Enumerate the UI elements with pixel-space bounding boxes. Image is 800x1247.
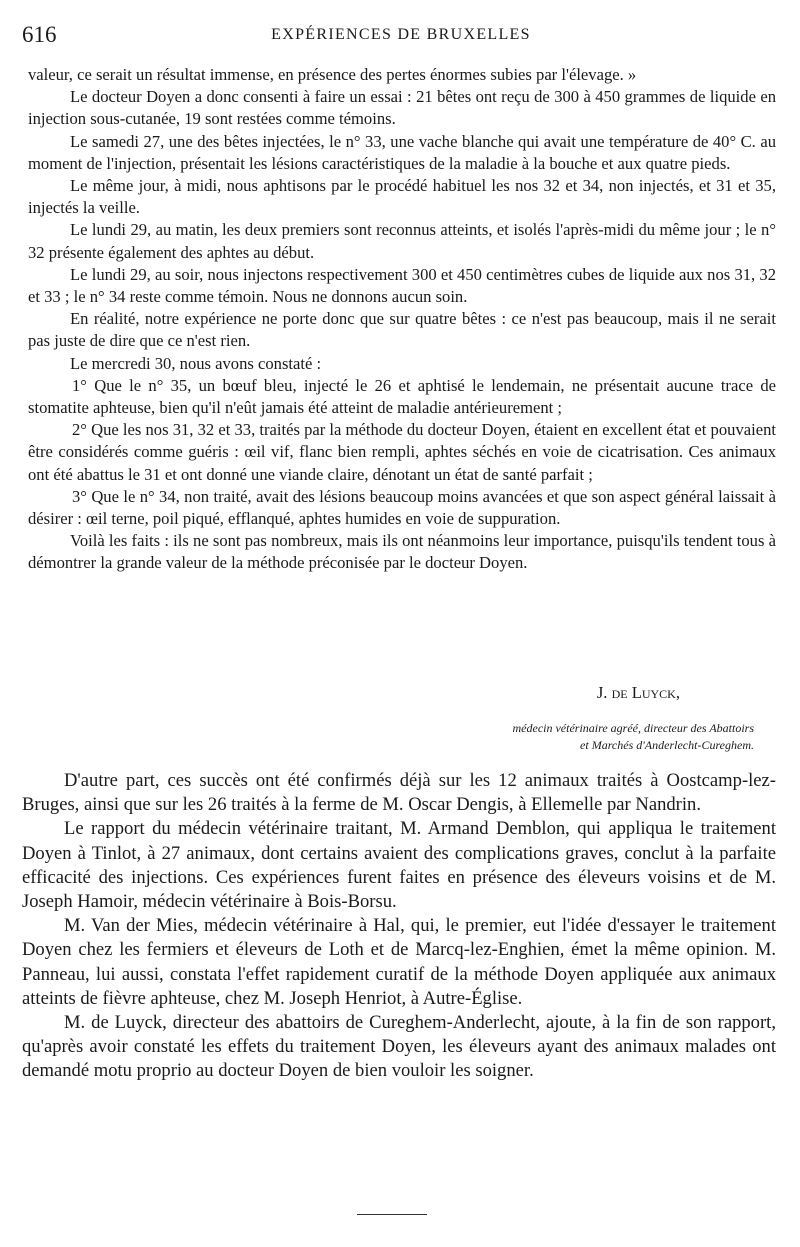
body-paragraph: M. Van der Mies, médecin vétérinaire à Hal, qui, le premier, eut l'idée d'essayer le traitement Doyen chez les fermiers et éleveurs de Loth et de Marcq-lez-Enghien, émet la même opinion. M. Panneau, lui aussi, constata l'effet rapidement curatif de la méthode Doyen appliquée aux animaux atteints de fièvre aphteuse, chez M. Joseph Henriot, à Autre-Église. xyxy=(22,915,776,1009)
body-paragraph: Le rapport du médecin vétérinaire traitant, M. Armand Demblon, qui appliqua le traitement Doyen à Tinlot, à 27 animaux, dont certains avaient des complications graves, conclut à la parfaite efficacité des injections. Ces expériences furent faites en présence des éleveurs voisins et de M. Joseph Hamoir, médecin vétérinaire à Bois-Borsu. xyxy=(22,818,776,913)
section-divider xyxy=(357,1214,427,1215)
body-text xyxy=(22,769,776,1084)
report-paragraph: En réalité, notre expérience ne porte donc que sur quatre bêtes : ce n'est pas beaucoup, mais il ne serait pas juste de dire que ce n'est rien. xyxy=(28,309,776,351)
body-paragraph: D'autre part, ces succès ont été confirmés déjà sur les 12 animaux traités à Oostcamp-lez-Bruges, ainsi que sur les 26 traités à la ferme de M. Oscar Dengis, à Ellemelle par Nandrin. xyxy=(22,770,776,816)
credentials-line: et Marchés d'Anderlecht-Cureghem. xyxy=(580,738,754,752)
report-list-item: 2° Que les nos 31, 32 et 33, traités par la méthode du docteur Doyen, étaient en excellent état et pouvaient être considérés comme guéris : œil vif, flanc bien rempli, aphtes séchés en voie de cicatrisation. Ces animaux ont été abattus le 31 et ont donné une viande claire, dénotant un état de santé parfait ; xyxy=(28,420,776,484)
signatory-credentials xyxy=(434,720,754,754)
page-number: 616 xyxy=(22,22,57,47)
signature: J. de Luyck, xyxy=(596,683,680,702)
report-paragraph: Le samedi 27, une des bêtes injectées, le n° 33, une vache blanche qui avait une température de 40° C. au moment de l'injection, présentait les lésions caractéristiques de la maladie à la bouche et aux quatre pieds. xyxy=(28,131,776,173)
report-paragraph: Le lundi 29, au matin, les deux premiers sont reconnus atteints, et isolés l'après-midi du même jour ; le n° 32 présente également des aphtes au début. xyxy=(28,220,776,262)
credentials-line: médecin vétérinaire agréé, directeur des Abattoirs xyxy=(512,721,754,735)
report-quote xyxy=(28,64,776,575)
running-head: EXPÉRIENCES DE BRUXELLES xyxy=(271,26,531,43)
page-header xyxy=(22,22,780,52)
report-paragraph: Le mercredi 30, nous avons constaté : xyxy=(70,353,322,373)
report-list-item: 1° Que le n° 35, un bœuf bleu, injecté le 26 et aphtisé le lendemain, ne présentait aucune trace de stomatite aphteuse, bien qu'il n'eût jamais été atteint de maladie antérieurement ; xyxy=(28,375,776,418)
report-paragraph: Le docteur Doyen a donc consenti à faire un essai : 21 bêtes ont reçu de 300 à 450 grammes de liquide en injection sous-cutanée, 19 sont restées comme témoins. xyxy=(28,87,776,129)
report-paragraph: Voilà les faits : ils ne sont pas nombreux, mais ils ont néanmoins leur importance, puisqu'ils tendent tous à démontrer la grande valeur de la méthode préconisée par le docteur Doyen. xyxy=(28,531,776,573)
report-list-item: 3° Que le n° 34, non traité, avait des lésions beaucoup moins avancées et que son aspect général laissait à désirer : œil terne, poil piqué, efflanqué, aphtes humides en voie de suppuration. xyxy=(28,486,776,529)
report-paragraph: valeur, ce serait un résultat immense, en présence des pertes énormes subies par l'élevage. » xyxy=(28,65,637,84)
report-paragraph: Le même jour, à midi, nous aphtisons par le procédé habituel les nos 32 et 34, non injectés, et 31 et 35, injectés la veille. xyxy=(28,176,776,218)
report-paragraph: Le lundi 29, au soir, nous injectons respectivement 300 et 450 centimètres cubes de liquide aux nos 31, 32 et 33 ; le n° 34 reste comme témoin. Nous ne donnons aucun soin. xyxy=(28,264,776,307)
body-paragraph: M. de Luyck, directeur des abattoirs de Cureghem-Anderlecht, ajoute, à la fin de son rapport, qu'après avoir constaté les effets du traitement Doyen, les éleveurs ayant des animaux malades ont demandé motu proprio au docteur Doyen de bien vouloir les soigner. xyxy=(22,1012,776,1082)
